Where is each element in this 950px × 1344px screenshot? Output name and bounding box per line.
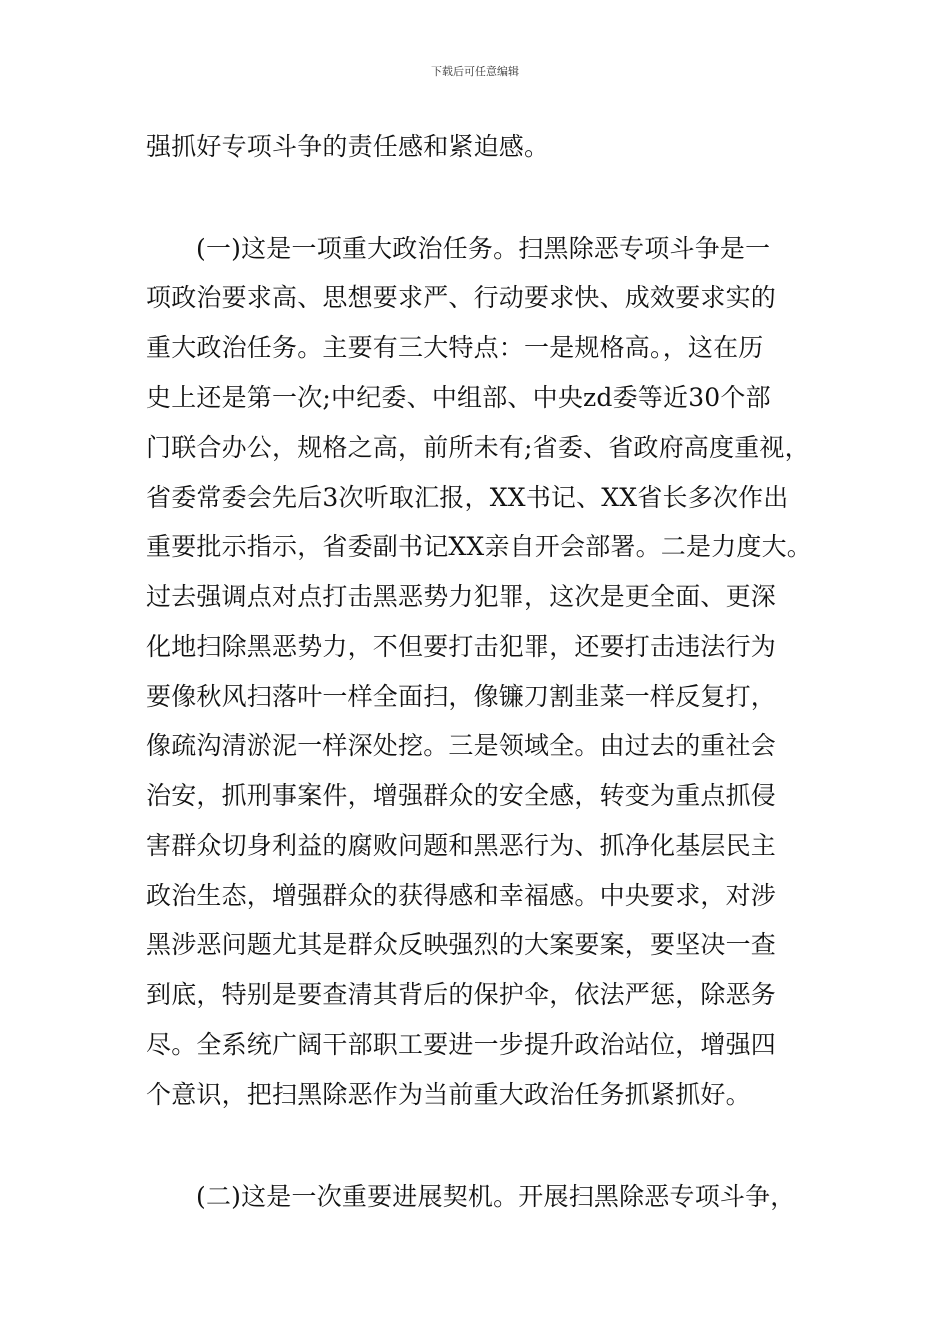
text-line: 害群众切身利益的腐败问题和黑恶行为、抓净化基层民主 (146, 831, 777, 860)
text-line: 项政治要求高、思想要求严、行动要求快、成效要求实的 (146, 283, 777, 312)
text-line: 像疏沟清淤泥一样深处挖。三是领域全。由过去的重社会 (146, 731, 777, 760)
text-line: 要像秋风扫落叶一样全面扫，像镰刀割韭菜一样反复打， (146, 682, 777, 711)
paragraph-1-first-line: (一)这是一项重大政治任务。扫黑除恶专项斗争是一 (196, 234, 771, 263)
text-line: 到底，特别是要查清其背后的保护伞，依法严惩，除恶务 (146, 980, 777, 1009)
text-line: 门联合办公，规格之高，前所未有;省委、省政府高度重视， (146, 433, 810, 462)
text-line: 黑涉恶问题尤其是群众反映强烈的大案要案，要坚决一查 (146, 930, 777, 959)
text-line: 尽。全系统广阔干部职工要进一步提升政治站位，增强四 (146, 1030, 777, 1059)
text-line: 重大政治任务。主要有三大特点：一是规格高。，这在历 (146, 333, 764, 362)
page-header: 下载后可任意编辑 (431, 65, 519, 78)
text-line: 化地扫除黑恶势力，不但要打击犯罪，还要打击违法行为 (146, 632, 777, 661)
text-line: 强抓好专项斗争的责任感和紧迫感。 (146, 132, 550, 161)
text-line: 政治生态，增强群众的获得感和幸福感。中央要求，对涉 (146, 881, 777, 910)
text-line: 重要批示指示，省委副书记XX亲自开会部署。二是力度大。 (146, 532, 812, 561)
text-line: 过去强调点对点打击黑恶势力犯罪，这次是更全面、更深 (146, 582, 777, 611)
paragraph-2-first-line: (二)这是一次重要进展契机。开展扫黑除恶专项斗争， (196, 1182, 796, 1211)
text-line: 个意识，把扫黑除恶作为当前重大政治任务抓紧抓好。 (146, 1080, 751, 1109)
text-line: 史上还是第一次;中纪委、中组部、中央zd委等近30个部 (146, 383, 771, 412)
text-line: 治安，抓刑事案件，增强群众的安全感，转变为重点抓侵 (146, 781, 777, 810)
text-line: 省委常委会先后3次听取汇报，XX书记、XX省长多次作出 (146, 483, 789, 512)
